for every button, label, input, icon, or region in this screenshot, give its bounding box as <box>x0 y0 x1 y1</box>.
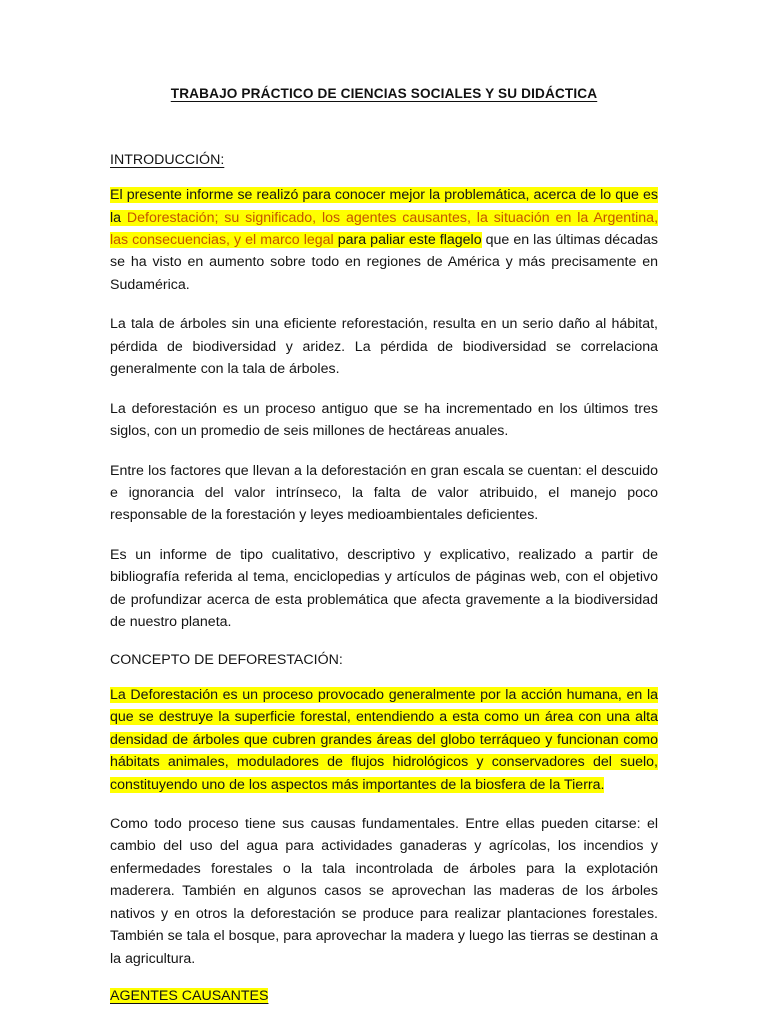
document-title-text: TRABAJO PRÁCTICO DE CIENCIAS SOCIALES Y SU DIDÁCTICA <box>170 86 598 101</box>
paragraph-concepto-highlighted <box>110 684 658 796</box>
paragraph-introduccion-4: Entre los factores que llevan a la deforestación en gran escala se cuentan: el descuido e ignorancia del valor intrínseco, la falta de valor atribuido, el manejo poco responsable de la forestación y leyes medioambientales deficientes. <box>110 462 658 524</box>
paragraph-introduccion-1 <box>110 184 658 296</box>
heading-introduccion-text: INTRODUCCIÓN: <box>110 151 225 168</box>
document-title <box>110 86 658 103</box>
document-body <box>110 0 658 1020</box>
heading-agentes-causantes <box>110 987 658 1006</box>
heading-introduccion <box>110 151 658 170</box>
paragraph-introduccion-3: La deforestación es un proceso antiguo que se ha incrementado en los últimos tres siglos, con un promedio de seis millones de hectáreas anuales. <box>110 400 658 440</box>
paragraph-1-accent-text: Deforestación; su significado, los agentes causantes, la situación en la Argentina, las consecuencias, y el marco legal <box>110 209 659 249</box>
paragraph-introduccion-5: Es un informe de tipo cualitativo, descriptivo y explicativo, realizado a partir de bibliografía referida al tema, enciclopedias y artículos de páginas web, con el objetivo de profundizar acerca de esta problemática que afecta gravemente a la biodiversidad de nuestro planeta. <box>110 546 658 631</box>
paragraph-concepto-highlight-text: La Deforestación es un proceso provocado generalmente por la acción humana, en la que se destruye la superficie forestal, entendiendo a esta como un área con una alta densidad de árboles que cubren grandes áreas del globo terráqueo y funcionan como hábitats animales, moduladores de flujos hidrológicos y conservadores del suelo, constituyendo uno de los aspectos más importantes de la biosfera de la Tierra. <box>110 686 658 793</box>
heading-concepto-deforestacion-text: CONCEPTO DE DEFORESTACIÓN: <box>110 651 343 668</box>
heading-agentes-causantes-text: AGENTES CAUSANTES <box>110 988 269 1005</box>
title-bottom-spacer <box>110 103 658 151</box>
paragraph-1-highlight-part-2: para paliar este flagelo <box>333 232 482 249</box>
paragraph-concepto-causas: Como todo proceso tiene sus causas fundamentales. Entre ellas pueden citarse: el cambio del uso del agua para actividades ganaderas y agrícolas, los incendios y enfermedades forestales o la tala incontrolada de árboles para la explotación maderera. También en algunos casos se aprovechan las maderas de los árboles nativos y en otros la deforestación se produce para realizar plantaciones forestales. También se tala el bosque, para aprovechar la madera y luego las tierras se destinan a la agricultura. <box>110 815 658 967</box>
paragraph-1-highlight-part-1: El presente informe se realizó para conocer mejor la problemática, acerca de lo que es la <box>110 187 658 226</box>
heading-concepto-deforestacion <box>110 651 658 670</box>
top-margin-spacer <box>110 0 658 86</box>
paragraph-1-plain-tail: que en las últimas décadas se ha visto en aumento sobre todo en regiones de América y más precisamente en Sudamérica. <box>110 232 658 293</box>
paragraph-introduccion-2: La tala de árboles sin una eficiente reforestación, resulta en un serio daño al hábitat, pérdida de biodiversidad y aridez. La pérdida de biodiversidad se correlaciona generalmente con la tala de árboles. <box>110 316 658 378</box>
